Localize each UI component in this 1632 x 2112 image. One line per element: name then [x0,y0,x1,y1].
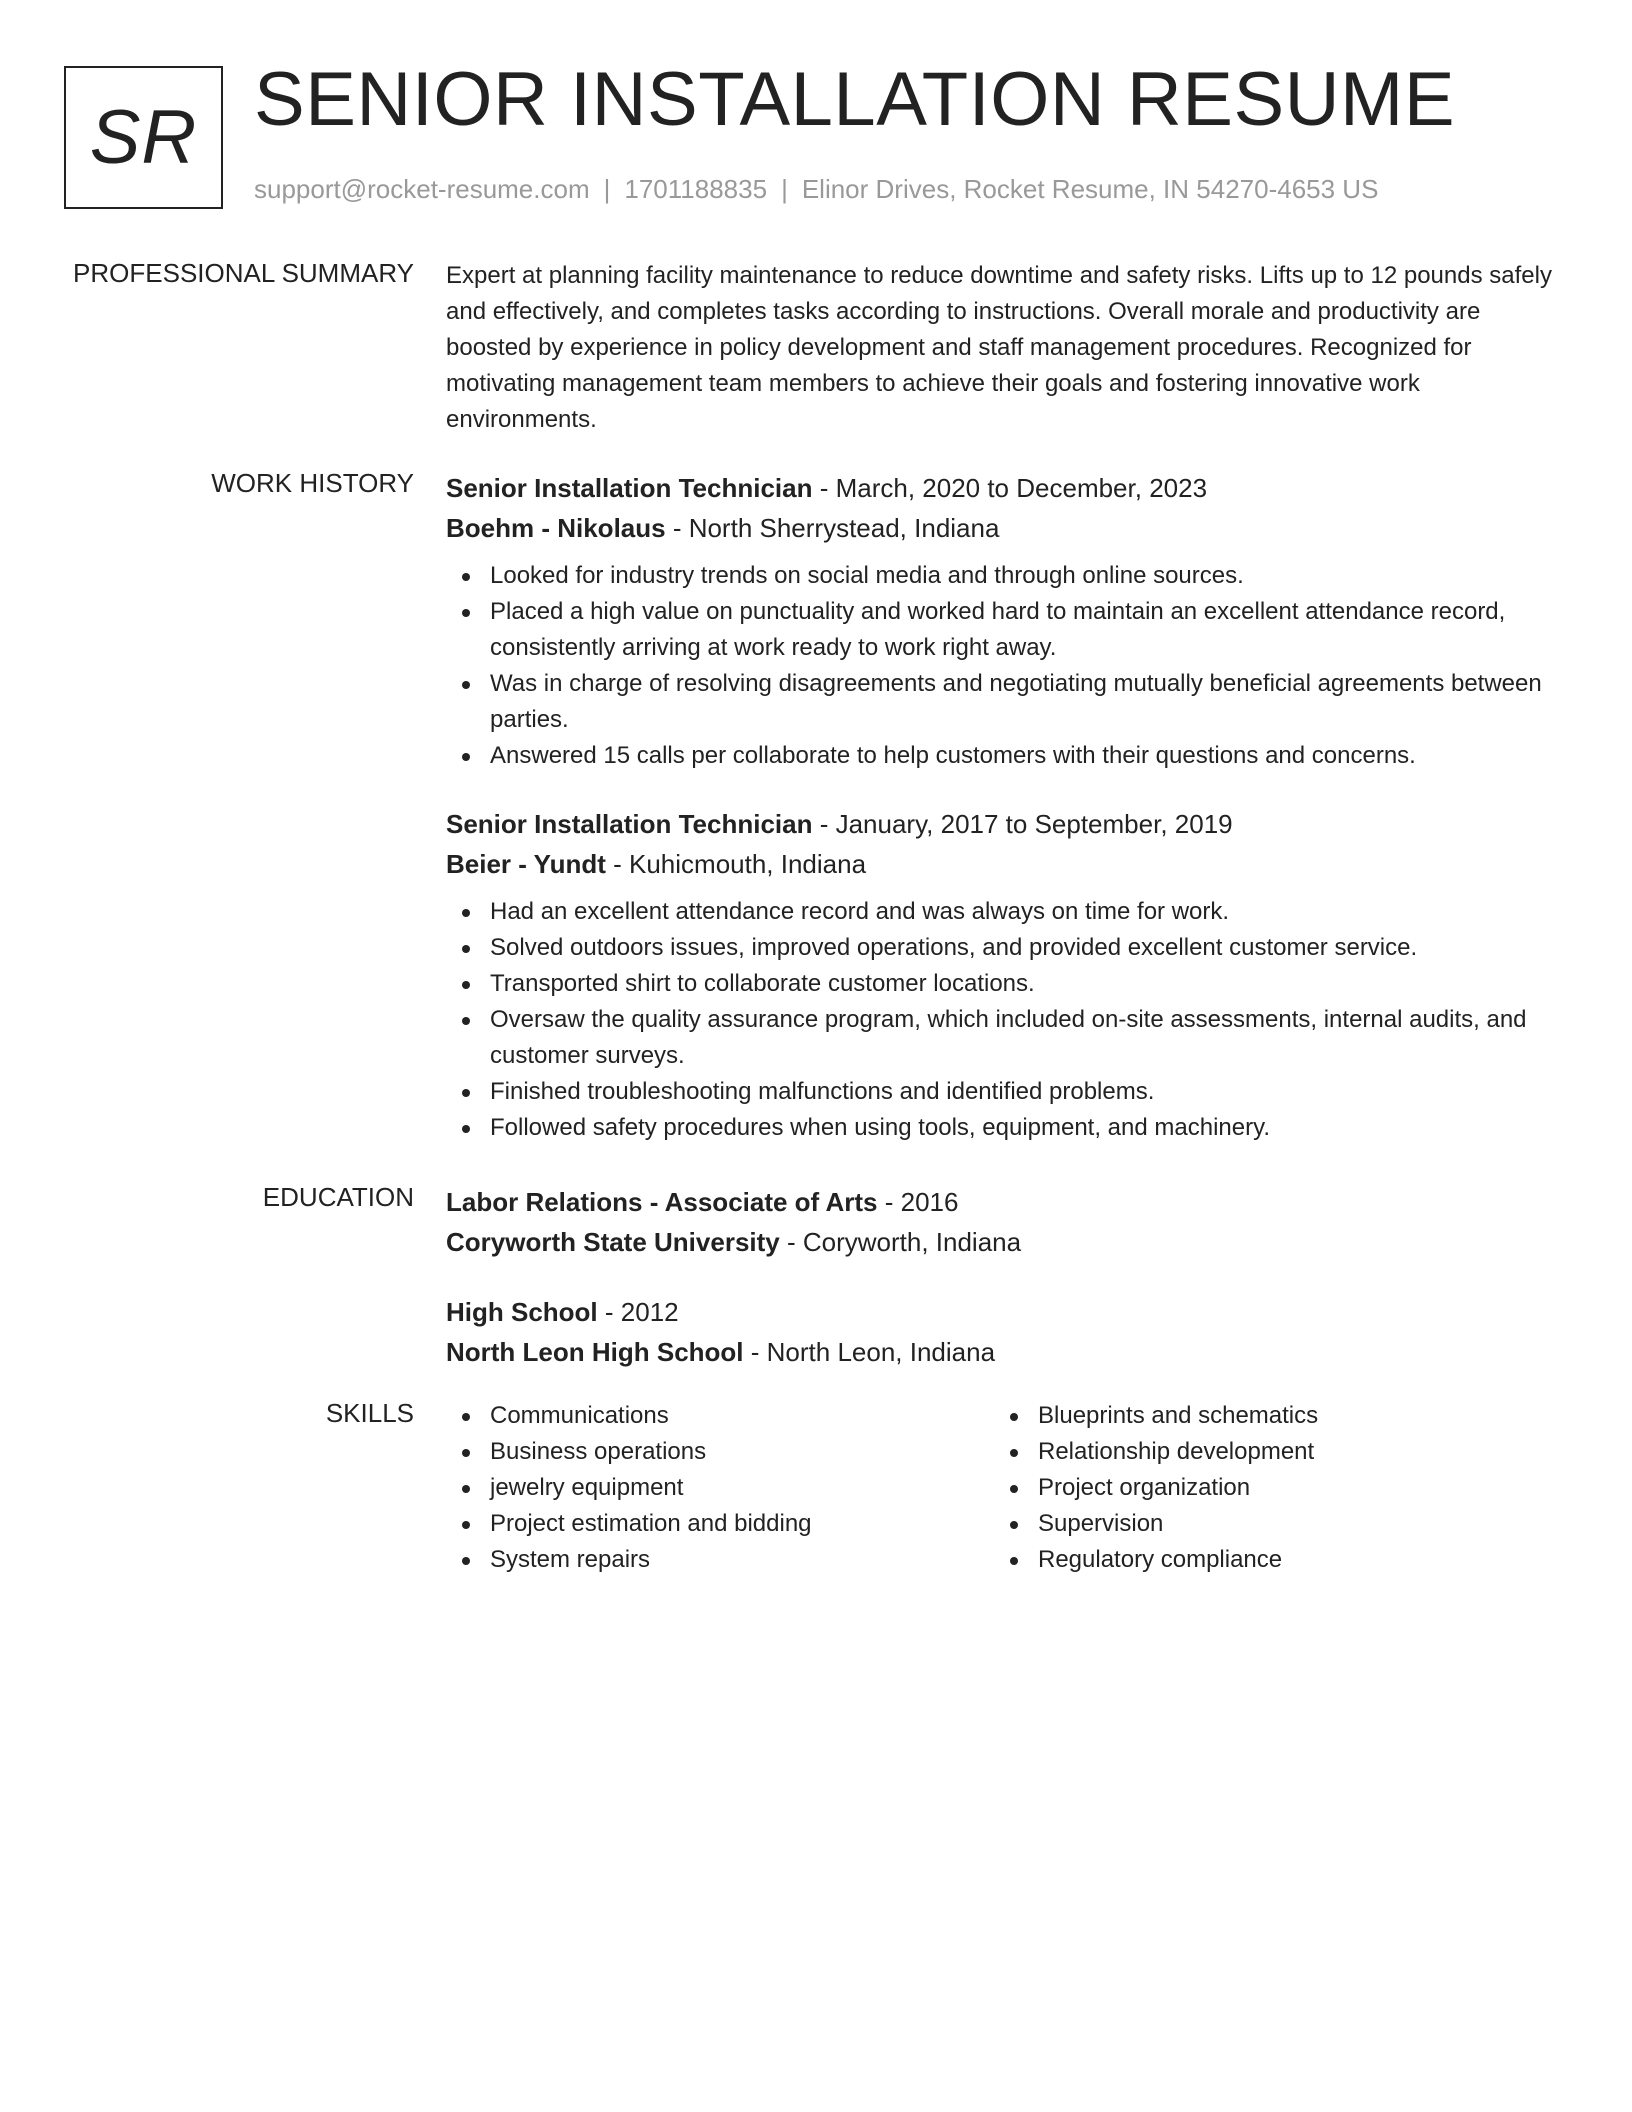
job-title: Senior Installation Technician [446,809,813,839]
skill-item: Blueprints and schematics [994,1398,1542,1434]
education-year: - 2012 [597,1297,679,1327]
skill-item: System repairs [446,1542,994,1578]
education-degree: High School [446,1297,598,1327]
skill-item: jewelry equipment [446,1470,994,1506]
skill-item: Regulatory compliance [994,1542,1542,1578]
education-entry [446,1182,1566,1262]
education-school-line [446,1222,1566,1262]
job-bullet: Looked for industry trends on social media and through online sources. [446,558,1566,594]
skill-item: Project estimation and bidding [446,1506,994,1542]
job-bullet: Transported shirt to collaborate customer locations. [446,966,1566,1002]
skill-item: Project organization [994,1470,1542,1506]
contact-address: Elinor Drives, Rocket Resume, IN 54270-4653 US [801,174,1379,204]
education-degree: Labor Relations - Associate of Arts [446,1187,878,1217]
job-bullets [446,894,1566,1146]
education-degree-line [446,1182,1566,1222]
skills-list [994,1398,1542,1578]
section-label-summary: PROFESSIONAL SUMMARY [73,258,414,288]
section-label-skills: SKILLS [325,1398,414,1428]
resume-title: SENIOR INSTALLATION RESUME [254,57,1456,142]
job-title-line [446,804,1566,844]
monogram: SR [64,66,223,209]
section-label-work-history: WORK HISTORY [211,468,414,498]
education-entry [446,1292,1566,1372]
job-bullet: Had an excellent attendance record and was always on time for work. [446,894,1566,930]
job-bullet: Solved outdoors issues, improved operations, and provided excellent customer service. [446,930,1566,966]
job-bullet: Followed safety procedures when using tools, equipment, and machinery. [446,1110,1566,1146]
job-title: Senior Installation Technician [446,473,813,503]
job-dates: - January, 2017 to September, 2019 [812,809,1233,839]
job-location: - North Sherrystead, Indiana [665,513,1000,543]
job-bullet: Answered 15 calls per collaborate to help customers with their questions and concerns. [446,738,1566,774]
job-company-line [446,508,1566,548]
education-school: Coryworth State University [446,1227,780,1257]
job-entry [446,804,1566,1146]
job-dates: - March, 2020 to December, 2023 [812,473,1208,503]
skill-item: Relationship development [994,1434,1542,1470]
job-company: Beier - Yundt [446,849,606,879]
education-degree-line [446,1292,1566,1332]
contact-line [254,174,1378,205]
contact-email: support@rocket-resume.com [254,174,590,204]
job-bullet: Was in charge of resolving disagreements and negotiating mutually beneficial agreements between parties. [446,666,1566,738]
skills-column-left [446,1398,994,1578]
summary-text: Expert at planning facility maintenance to reduce downtime and safety risks. Lifts up to 12 pounds safely and effectively, and completes tasks according to instructions. Overall morale and productivity are boosted by experience in policy development and staff management procedures. Recognized for motivating management team members to achieve their goals and fostering innovative work environments. [446,262,1552,433]
job-bullets [446,558,1566,774]
skill-item: Supervision [994,1506,1542,1542]
job-bullet: Finished troubleshooting malfunctions and identified problems. [446,1074,1566,1110]
skill-item: Business operations [446,1434,994,1470]
job-entry [446,468,1566,774]
contact-separator: | [603,174,611,204]
job-bullet: Placed a high value on punctuality and worked hard to maintain an excellent attendance record, consistently arriving at work ready to work right away. [446,594,1566,666]
job-location: - Kuhicmouth, Indiana [605,849,867,879]
job-bullet: Oversaw the quality assurance program, which included on-site assessments, internal audits, and customer surveys. [446,1002,1566,1074]
contact-phone: 1701188835 [624,174,768,204]
skills-column-right [994,1398,1542,1578]
skill-item: Communications [446,1398,994,1434]
section-label-education: EDUCATION [262,1182,414,1212]
contact-separator: | [781,174,788,204]
education-school-line [446,1332,1566,1372]
education-location: - Coryworth, Indiana [779,1227,1022,1257]
job-company-line [446,844,1566,884]
job-company: Boehm - Nikolaus [446,513,666,543]
education-school: North Leon High School [446,1337,744,1367]
skills-columns [446,1398,1566,1578]
skills-list [446,1398,994,1578]
education-year: - 2016 [877,1187,959,1217]
job-title-line [446,468,1566,508]
education-location: - North Leon, Indiana [743,1337,996,1367]
